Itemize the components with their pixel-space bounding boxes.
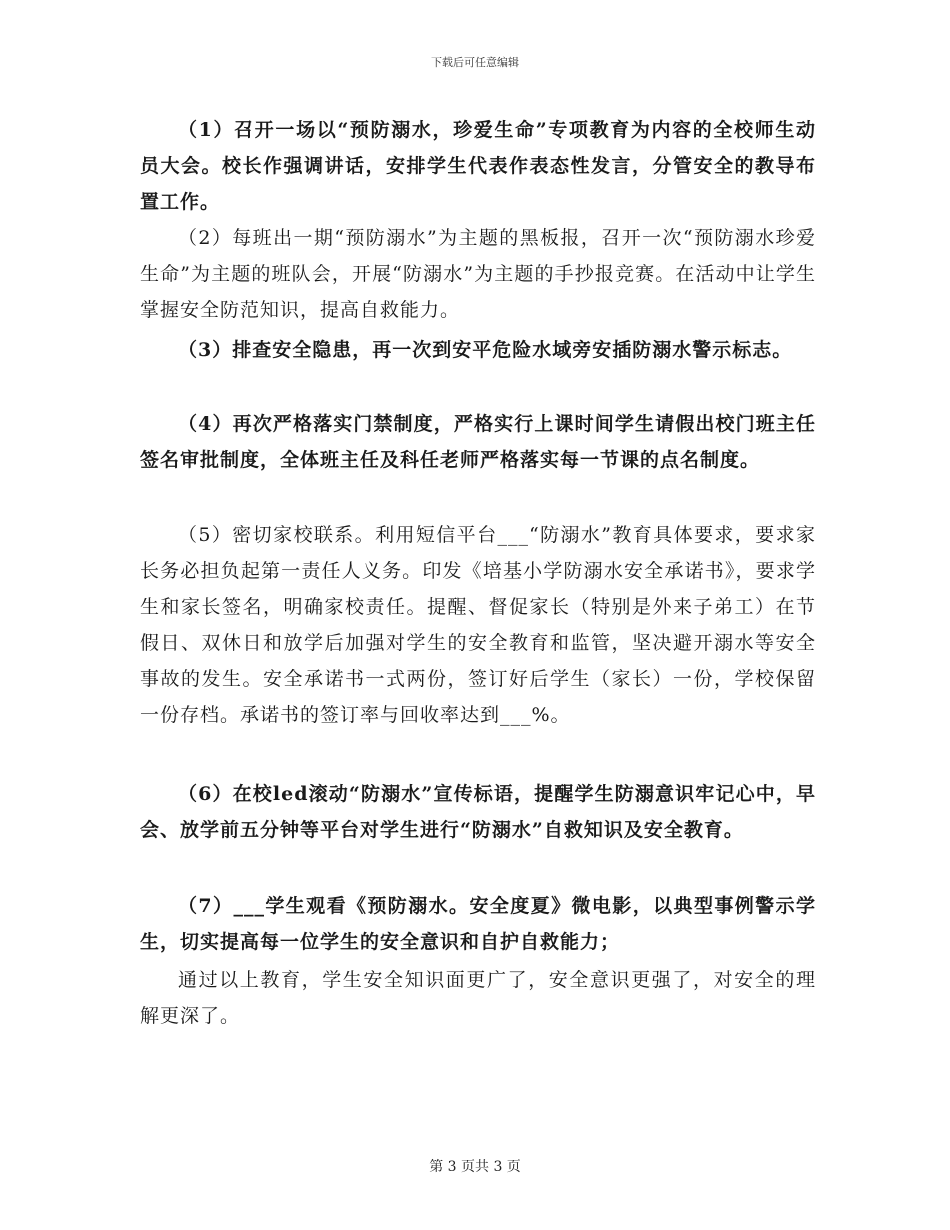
paragraph-2: （2）每班出一期“预防溺水”为主题的黑板报，召开一次“预防溺水珍爱生命”为主题的班队会，开展“防溺水”为主题的手抄报竞赛。在活动中让学生掌握安全防范知识，提高自救能力。 xyxy=(140,227,816,321)
paragraph-7: （7）___学生观看《预防溺水。安全度夏》微电影，以典型事例警示学生，切实提高每一位学生的安全意识和自护自救能力； xyxy=(140,895,816,953)
paragraph-6: （6）在校led滚动“防溺水”宣传标语，提醒学生防溺意识牢记心中，早会、放学前五分钟等平台对学生进行“防溺水”自救知识及安全教育。 xyxy=(140,783,816,841)
paragraph-1: （1）召开一场以“预防溺水，珍爱生命”专项教育为内容的全校师生动员大会。校长作强调讲话，安排学生代表作表态性发言，分管安全的教导布置工作。 xyxy=(140,119,816,213)
page-header: 下载后可任意编辑 xyxy=(431,56,519,69)
paragraph-3: （3）排查安全隐患，再一次到安平危险水域旁安插防溺水警示标志。 xyxy=(178,339,793,361)
paragraph-4: （4）再次严格落实门禁制度，严格实行上课时间学生请假出校门班主任签名审批制度，全体班主任及科任老师严格落实每一节课的点名制度。 xyxy=(140,413,816,471)
page-footer: 第 3 页共 3 页 xyxy=(429,1159,521,1175)
paragraph-8: 通过以上教育，学生安全知识面更广了，安全意识更强了，对安全的理解更深了。 xyxy=(140,969,816,1027)
paragraph-5: （5）密切家校联系。利用短信平台___“防溺水”教育具体要求，要求家长务必担负起第一责任人义务。印发《培基小学防溺水安全承诺书》，要求学生和家长签名，明确家校责任。提醒、督促家长（特别是外来子弟工）在节假日、双休日和放学后加强对学生的安全教育和监管，坚决避开溺水等安全事故的发生。安全承诺书一式两份，签订好后学生（家长）一份，学校保留一份存档。承诺书的签订率与回收率达到___%。 xyxy=(140,524,816,726)
